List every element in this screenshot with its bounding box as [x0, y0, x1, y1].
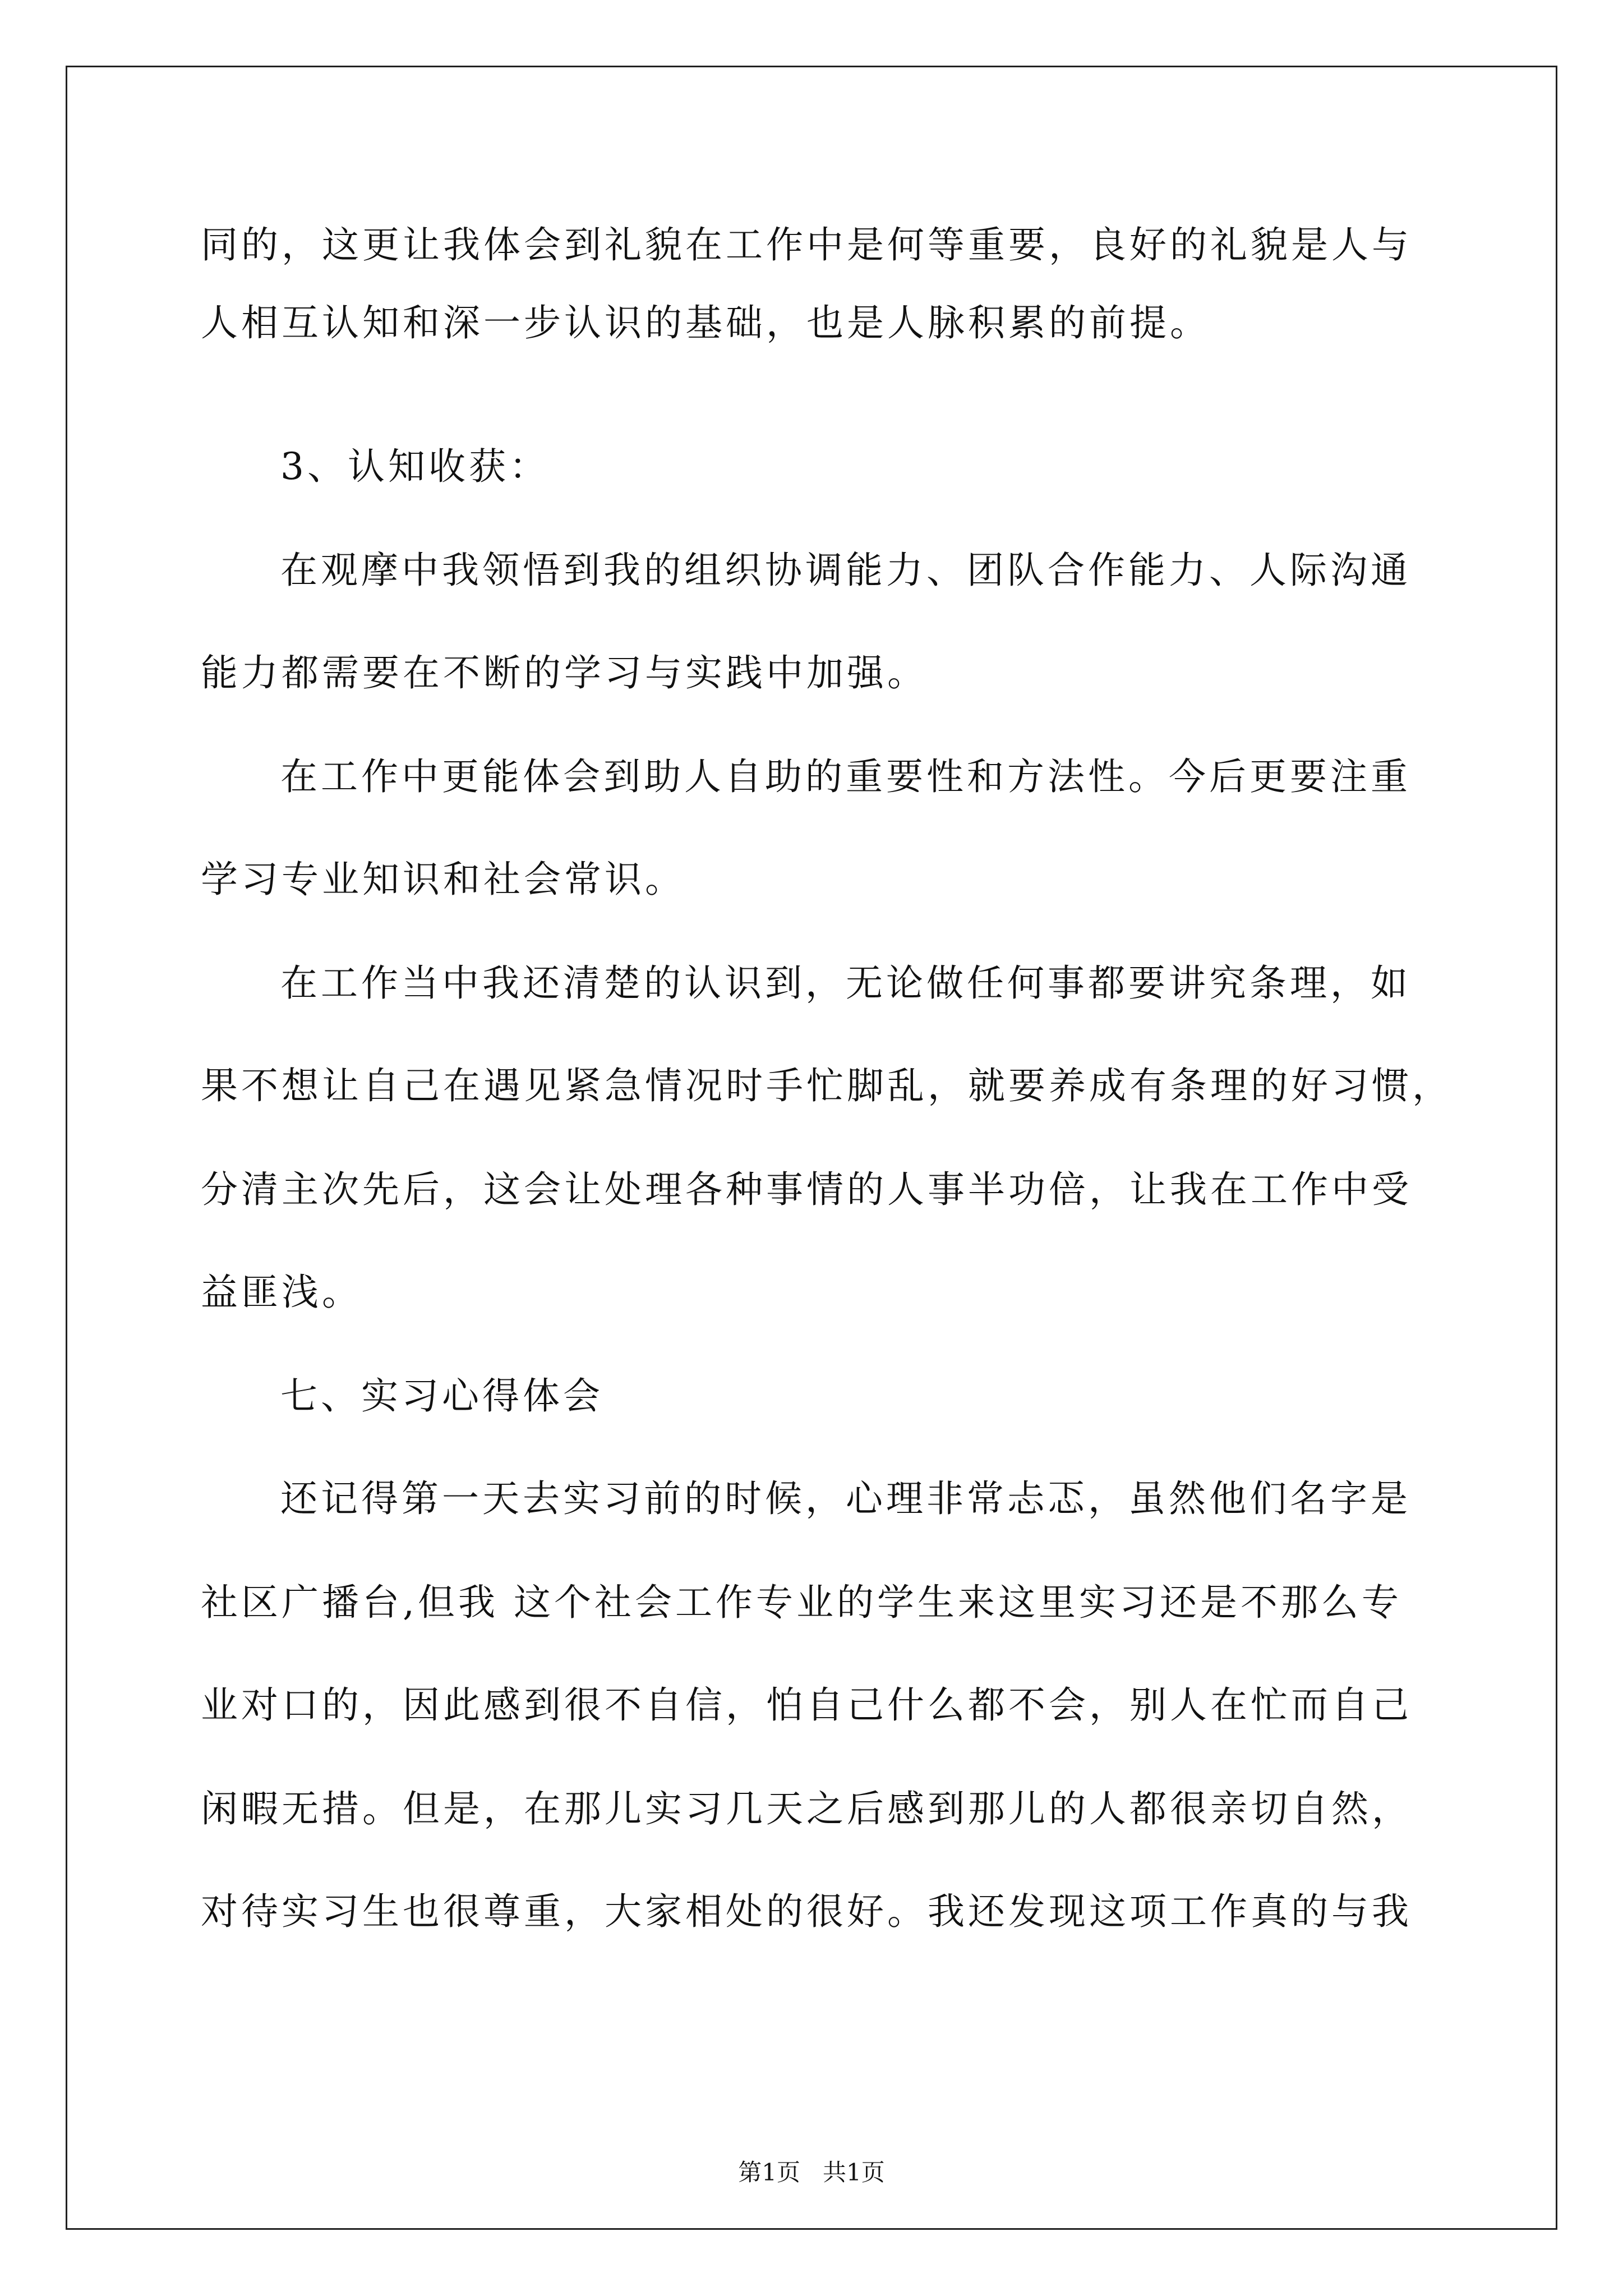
text-line: 果不想让自己在遇见紧急情况时手忙脚乱，就要养成有条理的好习惯，	[201, 1064, 1453, 1107]
text-line: 业对口的，因此感到很不自信，怕自己什么都不会，别人在忙而自己	[201, 1683, 1412, 1727]
text-line: 同的，这更让我体会到礼貌在工作中是何等重要，良好的礼貌是人与	[201, 223, 1412, 266]
text-line: 在工作中更能体会到助人自助的重要性和方法性。今后更要注重	[280, 755, 1411, 798]
text-line: 人相互认知和深一步认识的基础，也是人脉积累的前提。	[201, 301, 1210, 344]
text-line: 对待实习生也很尊重，大家相处的很好。我还发现这项工作真的与我	[201, 1890, 1412, 1933]
text-line: 分清主次先后，这会让处理各种事情的人事半功倍，让我在工作中受	[201, 1168, 1412, 1211]
section-heading: 3、认知收获：	[280, 445, 550, 488]
text-line: 在工作当中我还清楚的认识到，无论做任何事都要讲究条理，如	[280, 961, 1411, 1005]
text-line: 能力都需要在不断的学习与实践中加强。	[201, 651, 928, 694]
section-heading: 七、实习心得体会	[280, 1374, 603, 1418]
text-line: 还记得第一天去实习前的时候，心理非常忐忑，虽然他们名字是	[280, 1477, 1411, 1520]
page-number-footer: 第1页 共1页	[738, 2159, 885, 2186]
text-line: 在观摩中我领悟到我的组织协调能力、团队合作能力、人际沟通	[280, 549, 1411, 592]
text-line: 益匪浅。	[201, 1271, 362, 1314]
text-line: 闲暇无措。但是，在那儿实习几天之后感到那儿的人都很亲切自然，	[201, 1787, 1412, 1830]
text-line: 社区广播台,但我 这个社会工作专业的学生来这里实习还是不那么专	[201, 1581, 1402, 1624]
text-line: 学习专业知识和社会常识。	[201, 858, 685, 901]
